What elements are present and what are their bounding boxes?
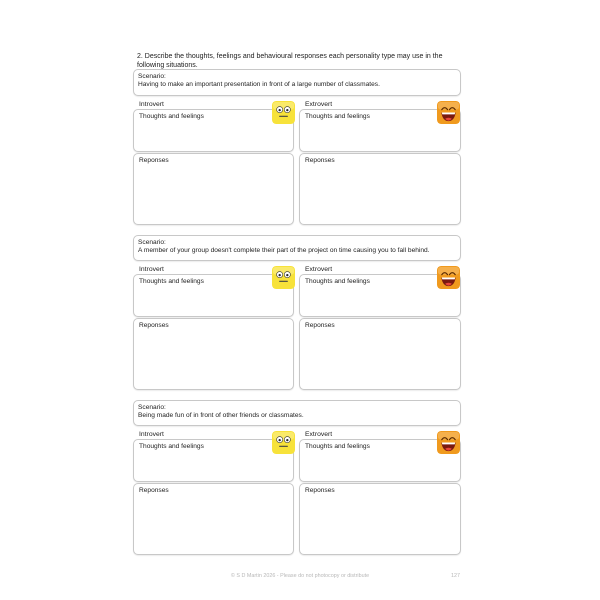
extrovert-responses-field[interactable] bbox=[299, 483, 461, 555]
responses-label: Reponses bbox=[139, 487, 169, 494]
laughing-face-icon bbox=[437, 266, 460, 289]
responses-label: Reponses bbox=[139, 157, 169, 164]
introvert-responses-field[interactable] bbox=[133, 318, 294, 390]
thoughts-label: Thoughts and feelings bbox=[305, 278, 370, 285]
extrovert-column-title: Extrovert bbox=[305, 101, 333, 108]
introvert-responses-field[interactable] bbox=[133, 483, 294, 555]
responses-label: Reponses bbox=[305, 322, 335, 329]
extrovert-column-title: Extrovert bbox=[305, 431, 333, 438]
scenario-text: Having to make an important presentation in front of a large number of classmates. bbox=[138, 81, 380, 88]
scenario-label: Scenario: bbox=[138, 404, 166, 411]
laughing-face-icon bbox=[437, 431, 460, 454]
introvert-column-title: Introvert bbox=[139, 266, 164, 273]
laughing-face-icon bbox=[437, 101, 460, 124]
introvert-thoughts-field[interactable] bbox=[133, 439, 294, 482]
extrovert-responses-field[interactable] bbox=[299, 318, 461, 390]
extrovert-column-title: Extrovert bbox=[305, 266, 333, 273]
scenario-text: Being made fun of in front of other friends or classmates. bbox=[138, 412, 304, 419]
thoughts-label: Thoughts and feelings bbox=[305, 443, 370, 450]
thoughts-label: Thoughts and feelings bbox=[139, 443, 204, 450]
responses-label: Reponses bbox=[305, 157, 335, 164]
introvert-responses-field[interactable] bbox=[133, 153, 294, 225]
scenario-box bbox=[133, 69, 461, 96]
copyright-notice: © S D Martin 2026 - Please do not photocopy or distribute bbox=[230, 573, 370, 579]
neutral-face-icon bbox=[272, 431, 295, 454]
neutral-face-icon bbox=[272, 101, 295, 124]
thoughts-label: Thoughts and feelings bbox=[139, 278, 204, 285]
scenario-label: Scenario: bbox=[138, 239, 166, 246]
scenario-box bbox=[133, 235, 461, 261]
neutral-face-icon bbox=[272, 266, 295, 289]
instruction-text: 2. Describe the thoughts, feelings and behavioural responses each personality type may use in the following situations. bbox=[137, 53, 443, 69]
introvert-thoughts-field[interactable] bbox=[133, 274, 294, 317]
scenario-label: Scenario: bbox=[138, 73, 166, 80]
responses-label: Reponses bbox=[305, 487, 335, 494]
thoughts-label: Thoughts and feelings bbox=[305, 113, 370, 120]
introvert-column-title: Introvert bbox=[139, 101, 164, 108]
introvert-column-title: Introvert bbox=[139, 431, 164, 438]
page-number: 127 bbox=[451, 573, 460, 579]
scenario-text: A member of your group doesn't complete their part of the project on time causing you to fall behind. bbox=[138, 247, 430, 254]
introvert-thoughts-field[interactable] bbox=[133, 109, 294, 152]
scenario-box bbox=[133, 400, 461, 426]
thoughts-label: Thoughts and feelings bbox=[139, 113, 204, 120]
extrovert-responses-field[interactable] bbox=[299, 153, 461, 225]
responses-label: Reponses bbox=[139, 322, 169, 329]
